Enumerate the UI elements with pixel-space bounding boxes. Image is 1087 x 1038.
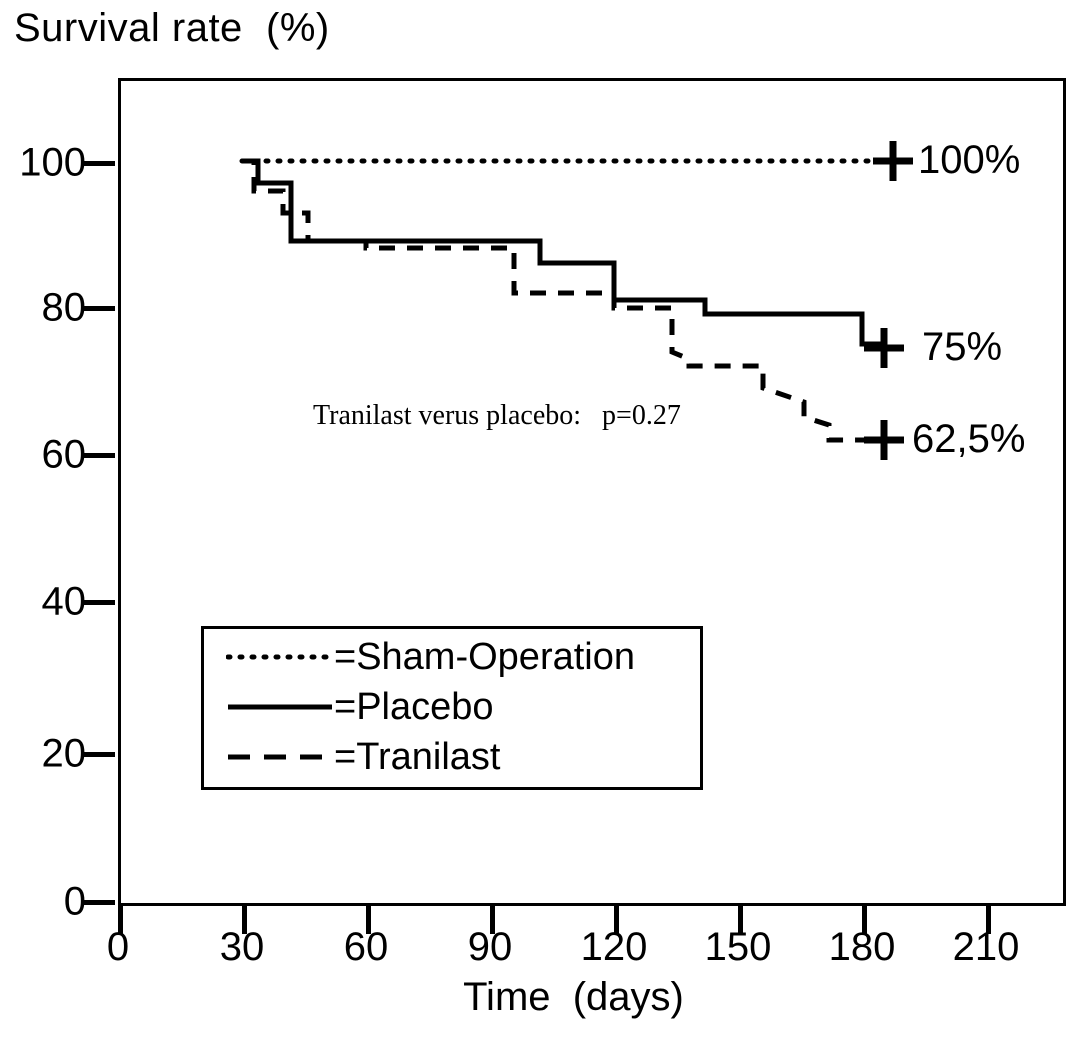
y-tick-label-80: 80 [41, 285, 86, 330]
legend-entry-sham-operation [204, 633, 700, 681]
series-placebo [242, 161, 882, 344]
x-tick-label-60: 60 [343, 925, 389, 969]
legend-entry-placebo [204, 683, 700, 731]
x-tick-label-90: 90 [467, 925, 513, 969]
endpoint-label-tranilast: 62,5% [912, 417, 1026, 461]
legend [201, 626, 703, 790]
legend-sample-dotted-icon [226, 643, 334, 671]
series-tranilast [242, 161, 882, 440]
endpoint-label-sham: 100% [918, 138, 1021, 182]
x-tick-label-30: 30 [219, 925, 265, 969]
y-tick-label-40: 40 [41, 579, 86, 624]
x-tick-label-0: 0 [106, 925, 130, 969]
legend-sample-solid-icon [226, 693, 334, 721]
censor-mark-placebo [864, 328, 904, 368]
p-value-annotation: Tranilast verus placebo: p=0.27 [313, 400, 681, 431]
endpoint-label-placebo: 75% [922, 325, 1003, 369]
y-tick-label-100: 100 [19, 140, 86, 185]
legend-sample-dashed-icon [226, 743, 334, 771]
y-tick-label-60: 60 [41, 432, 86, 477]
x-axis-title-text: Time (days) [463, 975, 684, 1019]
x-axis-title [0, 975, 1087, 1020]
y-tick-label-0: 0 [63, 879, 86, 924]
legend-label-placebo: =Placebo [334, 686, 494, 728]
x-tick-label-180: 180 [828, 925, 896, 969]
x-tick-label-150: 150 [704, 925, 772, 969]
censor-mark-sham [873, 141, 913, 181]
y-axis-title: Survival rate (%) [14, 6, 330, 50]
censor-mark-tranilast [864, 420, 904, 460]
legend-label-tranilast: =Tranilast [334, 736, 501, 778]
legend-label-sham-operation: =Sham-Operation [334, 636, 635, 678]
legend-entry-tranilast [204, 733, 700, 781]
y-tick-label-20: 20 [41, 731, 86, 776]
x-tick-label-120: 120 [580, 925, 648, 969]
x-tick-label-210: 210 [952, 925, 1020, 969]
